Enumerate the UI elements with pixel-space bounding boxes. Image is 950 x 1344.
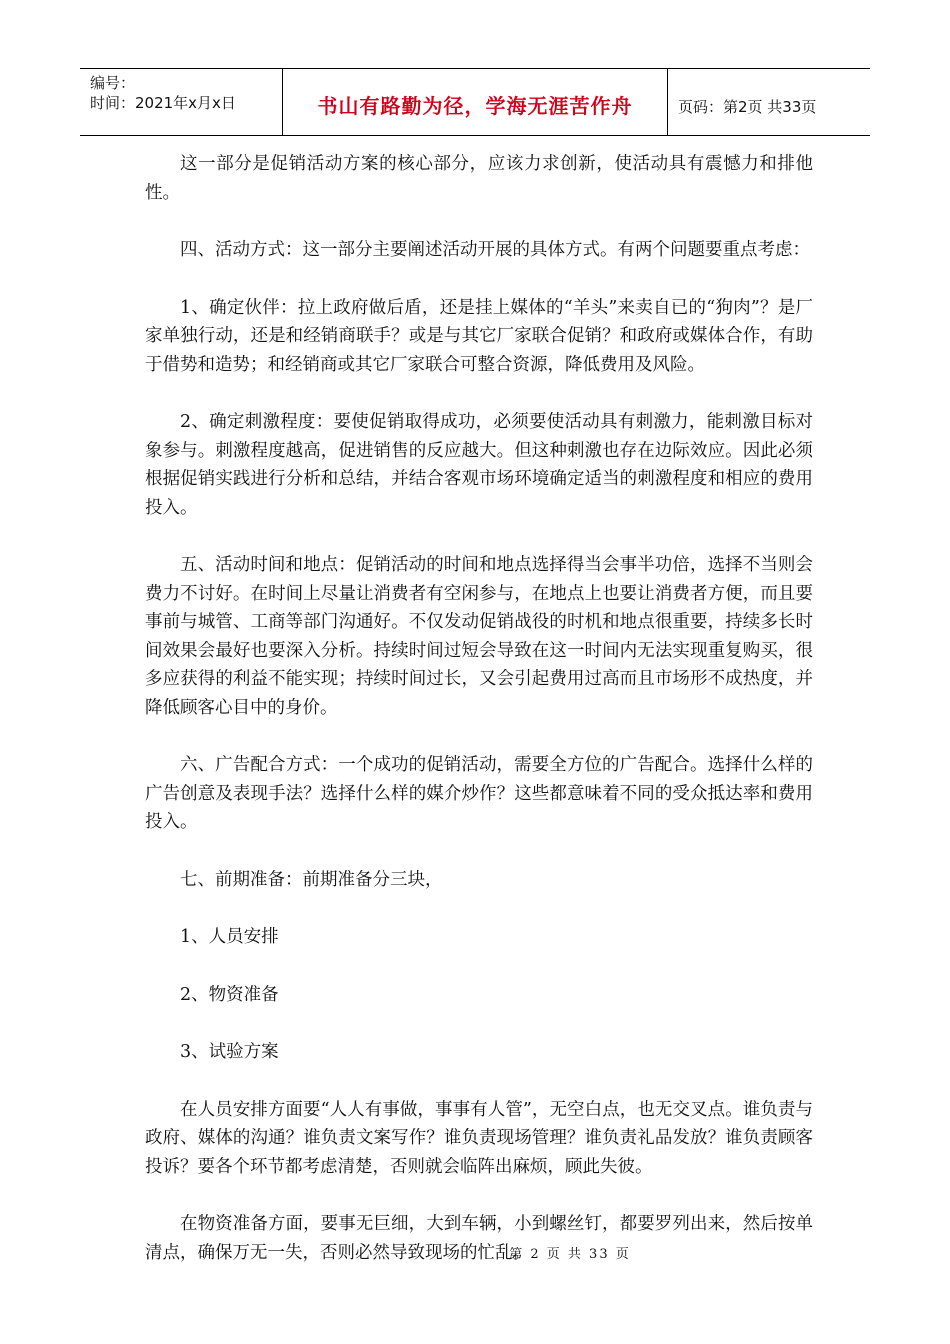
paragraph: 在人员安排方面要“人人有事做，事事有人管”，无空白点，也无交叉点。谁负责与政府、媒体的沟通？谁负责文案写作？谁负责现场管理？谁负责礼品发放？谁负责顾客投诉？要各个环节都考虑清楚，否则就会临阵出麻烦，顾此失彼。 bbox=[145, 1099, 813, 1177]
header-page-cell bbox=[668, 73, 870, 139]
paragraph: 七、前期准备：前期准备分三块， bbox=[180, 869, 443, 890]
page-footer: 第 2 页 共 33 页 bbox=[509, 1247, 631, 1262]
paragraph: 在物资准备方面，要事无巨细，大到车辆，小到螺丝钉，都要罗列出来，然后按单清点，确保万无一失，否则必然导致现场的忙乱。 bbox=[145, 1214, 813, 1263]
page-label: 页码：第2页 共33页 bbox=[678, 97, 817, 116]
list-item: 3、试验方案 bbox=[180, 1042, 279, 1062]
paragraph: 1、确定伙伴：拉上政府做后盾，还是挂上媒体的“羊头”来卖自已的“狗肉”？是厂家单独行动，还是和经销商联手？或是与其它厂家联合促销？和政府或媒体合作，有助于借势和造势；和经销商或其它厂家联合可整合资源，降低费用及风险。 bbox=[145, 297, 813, 375]
header-meta-cell bbox=[80, 69, 283, 135]
date-label: 时间：2021年x月x日 bbox=[90, 94, 236, 112]
paragraph: 这一部分是促销活动方案的核心部分，应该力求创新，使活动具有震憾力和排他性。 bbox=[145, 154, 813, 203]
paragraph: 2、确定刺激程度：要使促销取得成功，必须要使活动具有刺激力，能刺激目标对象参与。刺激程度越高，促进销售的反应越大。但这种刺激也存在边际效应。因此必须根据促销实践进行分析和总结，并结合客观市场环境确定适当的刺激程度和相应的费用投入。 bbox=[145, 412, 813, 518]
header-motto-cell bbox=[283, 69, 668, 135]
number-label: 编号： bbox=[90, 74, 136, 92]
list-item: 1、人员安排 bbox=[180, 927, 279, 947]
motto-text: 书山有路勤为径，学海无涯苦作舟 bbox=[317, 93, 633, 118]
document-header bbox=[80, 68, 870, 136]
paragraph: 四、活动方式：这一部分主要阐述活动开展的具体方式。有两个问题要重点考虑： bbox=[180, 240, 810, 260]
paragraph: 五、活动时间和地点：促销活动的时间和地点选择得当会事半功倍，选择不当则会费力不讨好。在时间上尽量让消费者有空闲参与，在地点上也要让消费者方便，而且要事前与城管、工商等部门沟通好。不仅发动促销战役的时机和地点很重要，持续多长时间效果会最好也要深入分析。持续时间过短会导致在这一时间内无法实现重复购买，很多应获得的利益不能实现；持续时间过长，又会引起费用过高而且市场形不成热度，并降低顾客心目中的身价。 bbox=[145, 555, 813, 718]
paragraph: 六、广告配合方式：一个成功的促销活动，需要全方位的广告配合。选择什么样的广告创意及表现手法？选择什么样的媒介炒作？这些都意味着不同的受众抵达率和费用投入。 bbox=[145, 755, 813, 832]
list-item: 2、物资准备 bbox=[180, 984, 279, 1005]
document-body bbox=[145, 150, 813, 1296]
